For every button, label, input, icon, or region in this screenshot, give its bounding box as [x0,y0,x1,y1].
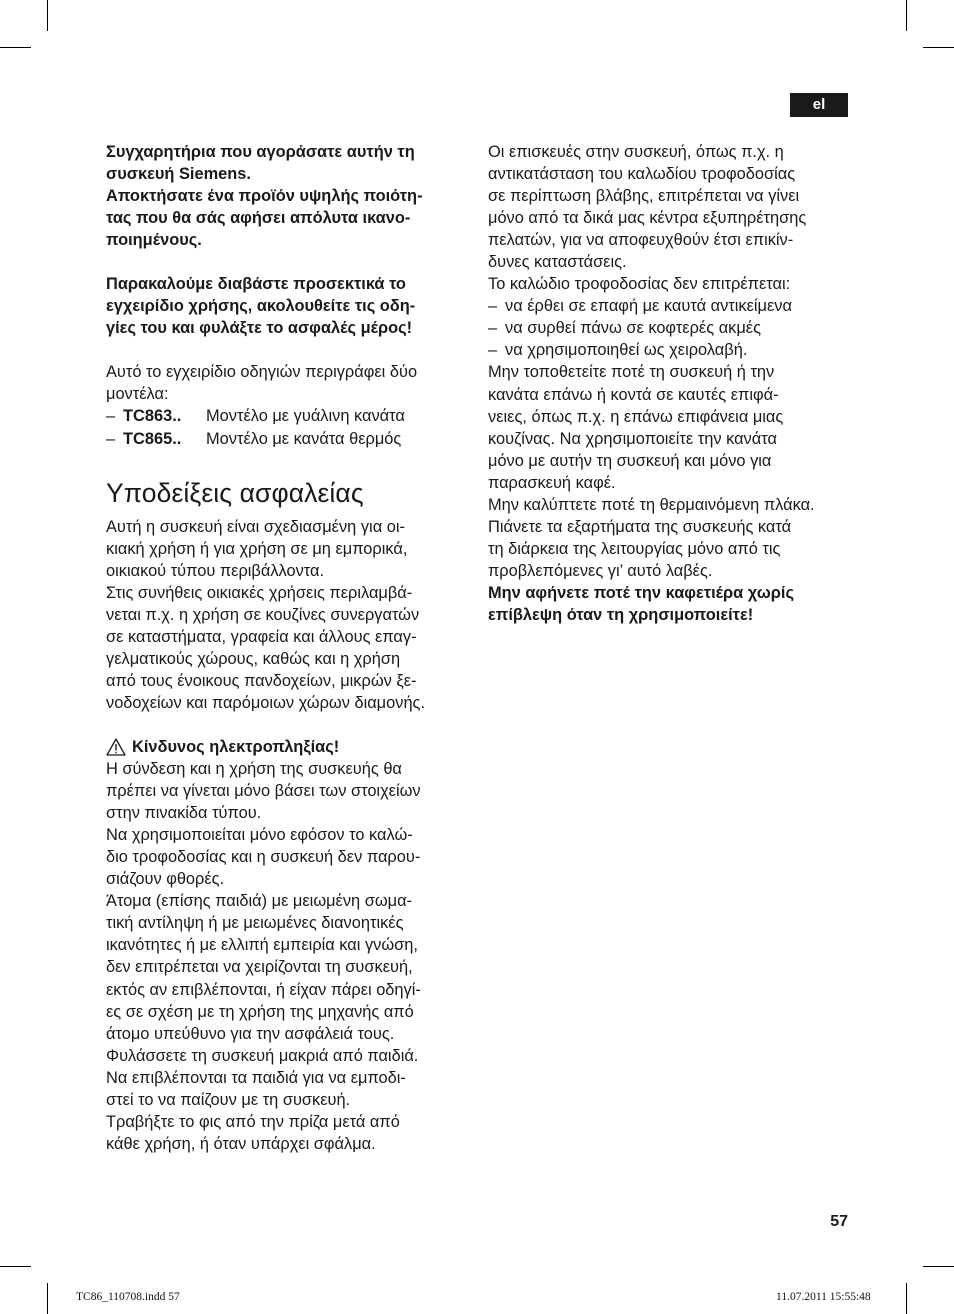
print-slug-date: 11.07.2011 15:55:48 [776,1291,871,1303]
safety-para: Άτομα (επίσης παιδιά) με μειωμένη σωμα- τική αντίληψη ή με μειωμένες διανοητικές ικανότητες ή με ελλιπή εμπειρία και γνώση, δεν επιτρέπεται να χειρίζονται τη συσκευή, εκτός αν επιβλέπονται, ή είχαν πάρει οδηγί- ες σε σχέση με τη χρήση της μηχανής από άτομο υπεύθυνο για την ασφάλειά τους. [106,892,421,1043]
language-tab: el [790,93,848,117]
models-intro: Αυτό το εγχειρίδιο οδηγιών περιγράφει δύο μοντέλα: [106,363,418,404]
section-heading: Υποδείξεις ασφαλείας [106,477,364,508]
safety-para: Η σύνδεση και η χρήση της συσκευής θα πρέπει να γίνεται μόνο βάσει των στοιχείων στην πινακίδα τύπου. [106,760,421,823]
crop-mark [923,47,954,48]
crop-mark [906,0,907,31]
print-slug-file: TC86_110708.indd 57 [76,1291,180,1303]
crop-mark [0,1266,31,1267]
crop-mark [47,1283,48,1314]
safety-para: Στις συνήθεις οικιακές χρήσεις περιλαμβά- νεται π.χ. η χρήση σε κουζίνες συνεργατών σε καταστήματα, γραφεία και άλλους επαγ- γελματικούς χώρους, καθώς και η χρήση από τους ένοικους πανδοχείων, μικρών ξε- νοδοχείων και παρόμοιων χώρων διαμονής. [106,583,426,712]
page-number: 57 [830,1213,848,1230]
crop-mark [923,1266,954,1267]
placement-para: Μην τοποθετείτε ποτέ τη συσκευή ή την κανάτα επάνω ή κοντά σε καυτές επιφά- νειες, όπως π.χ. η επάνω επιφάνεια μιας κουζίνας. Να χρησιμοποιείτε την κανάτα μόνο με αυτήν τη συσκευή και μόνο για παρασκευή καφέ. [488,363,784,492]
model-item: – TC865.. Μοντέλο με κανάτα θερμός [106,429,402,448]
cable-rule: – να έρθει σε επαφή με καυτά αντικείμενα [488,297,792,316]
crop-mark [906,1283,907,1314]
cable-rule: – να χρησιμοποιηθεί ως χειρολαβή. [488,341,748,360]
safety-para: Φυλάσσετε τη συσκευή μακριά από παιδιά. Να επιβλέπονται τα παιδιά για να εμποδι- στεί το να παίζουν με τη συσκευή. [106,1046,419,1109]
safety-para: Να χρησιμοποιείται μόνο εφόσον το καλώ- διο τροφοδοσίας και η συσκευή δεν παρου- σιάζουν φθορές. [106,826,421,889]
handles-para: Πιάνετε τα εξαρτήματα της συσκευής κατά τη διάρκεια της λειτουργίας μόνο από τις προβλεπόμενες γι’ αυτό λαβές. [488,517,792,580]
cable-rule: – να συρθεί πάνω σε κοφτερές ακμές [488,319,762,338]
unattended-warning: Μην αφήνετε ποτέ την καφετιέρα χωρίς επίβλεψη όταν τη χρησιμοποιείτε! [488,583,794,624]
intro-quality: Αποκτήσατε ένα προϊόν υψηλής ποιότη- τας που θα σάς αφήσει απόλυτα ικανο- ποιημένους. [106,187,423,250]
right-column [488,141,850,626]
crop-mark [47,0,48,31]
warning-triangle-icon [106,738,126,756]
model-item: – TC863.. Μοντέλο με γυάλινη κανάτα [106,407,405,426]
intro-congrats: Συγχαρητήρια που αγοράσατε αυτήν τη συσκευή Siemens. [106,143,415,184]
warning-heading: Κίνδυνος ηλεκτροπληξίας! [106,736,468,758]
hotplate-para: Μην καλύπτετε ποτέ τη θερμαινόμενη πλάκα. [488,495,815,514]
safety-para: Τραβήξτε το φις από την πρίζα μετά από κάθε χρήση, ή όταν υπάρχει σφάλμα. [106,1112,400,1153]
left-column [106,141,468,1155]
crop-mark [0,47,31,48]
cable-intro: Το καλώδιο τροφοδοσίας δεν επιτρέπεται: [488,275,791,294]
intro-read-manual: Παρακαλούμε διαβάστε προσεκτικά το εγχειρίδιο χρήσης, ακολουθείτε τις οδη- γίες του και φυλάξτε το ασφαλές μέρος! [106,275,416,338]
repairs-para: Οι επισκευές στην συσκευή, όπως π.χ. η αντικατάσταση του καλωδίου τροφοδοσίας σε περίπτωση βλάβης, επιτρέπεται να γίνει μόνο από τα δικά μας κέντρα εξυπηρέτησης πελατών, για να αποφευχθούν έτσι επικίν- δυνες καταστάσεις. [488,143,807,272]
safety-para: Αυτή η συσκευή είναι σχεδιασμένη για οι- κιακή χρήση ή για χρήση σε μη εμπορικά, οικιακού τύπου περιβάλλοντα. [106,517,408,580]
